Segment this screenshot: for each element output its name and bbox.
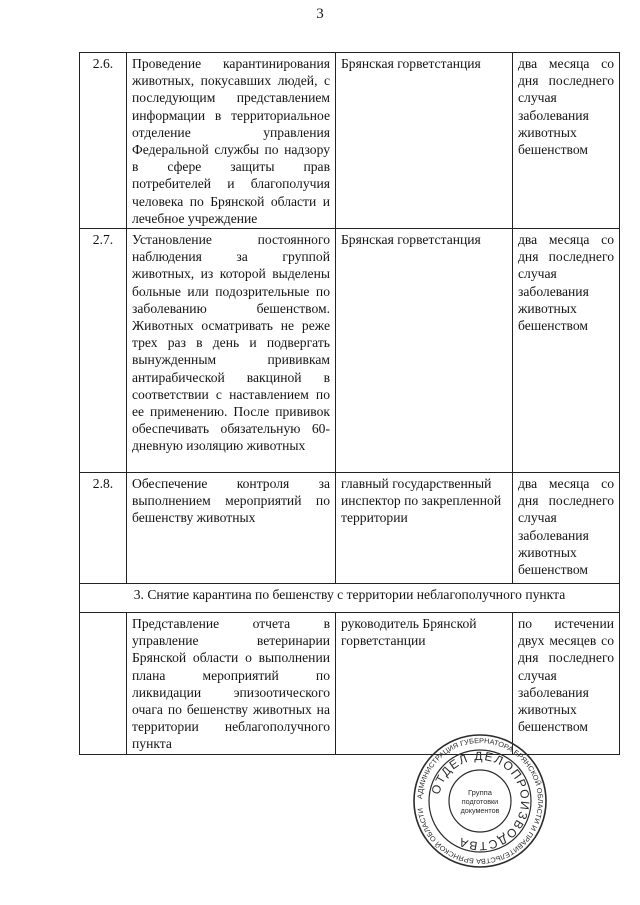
row-number: 2.7. bbox=[80, 229, 127, 473]
stamp-outer-text: АДМИНИСТРАЦИЯ ГУБЕРНАТОРА БРЯНСКОЙ ОБЛАСТИ И ПРАВИТЕЛЬСТВА БРЯНСКОЙ ОБЛАСТИ bbox=[416, 737, 544, 865]
row-number bbox=[80, 613, 127, 755]
office-stamp bbox=[412, 733, 548, 869]
row-term: два месяца со дня последнего случая заболевания животных бешенством bbox=[513, 229, 620, 473]
table-row bbox=[80, 473, 620, 584]
row-term: по истечении двух месяцев со дня последнего случая заболевания животных бешенством bbox=[513, 613, 620, 755]
section-header-row bbox=[80, 584, 620, 613]
row-action: Установление постоянного наблюдения за группой животных, из которой выделены больные или подозрительные по заболеванию бешенством. Животных осматривать не реже трех раз в день и подвергать вынужденным прививкам антирабической вакциной в соответствии с наставлением по ее применению. После прививок обеспечивать обязательную 60-дневную изоляцию животных bbox=[127, 229, 336, 473]
row-action: Обеспечение контроля за выполнением мероприятий по бешенству животных bbox=[127, 473, 336, 584]
row-responsible: руководитель Брянской горветстанции bbox=[336, 613, 513, 755]
table-row bbox=[80, 229, 620, 473]
row-responsible: Брянская горветстанция bbox=[336, 53, 513, 229]
row-responsible: Брянская горветстанция bbox=[336, 229, 513, 473]
stamp-center-line-1: Группа bbox=[467, 788, 493, 797]
row-term: два месяца со дня последнего случая заболевания животных бешенством bbox=[513, 53, 620, 229]
row-term: два месяца со дня последнего случая заболевания животных бешенством bbox=[513, 473, 620, 584]
row-number: 2.8. bbox=[80, 473, 127, 584]
row-action: Представление отчета в управление ветеринарии Брянской области о выполнении плана мероприятий по ликвидации эпизоотического очага по бешенству животных на территории неблагополучного пункта bbox=[127, 613, 336, 755]
stamp-center-line-2: подготовки bbox=[461, 797, 499, 806]
table-row bbox=[80, 53, 620, 229]
stamp-ring-text: ОТДЕЛ ДЕЛОПРОИЗВОДСТВА bbox=[428, 748, 533, 854]
section-title: 3. Снятие карантина по бешенству с территории неблагополучного пункта bbox=[80, 584, 620, 613]
stamp-center-line-3: документов bbox=[460, 806, 500, 815]
measures-table bbox=[79, 52, 620, 755]
row-action: Проведение карантинирования животных, покусавших людей, с последующим представлением информации в территориальное отделение управления Федеральной службы по надзору в сфере защиты прав потребителей и благополучия человека по Брянской области и лечебное учреждение bbox=[127, 53, 336, 229]
page-number: 3 bbox=[316, 6, 324, 22]
row-responsible: главный государственный инспектор по закрепленной территории bbox=[336, 473, 513, 584]
row-number: 2.6. bbox=[80, 53, 127, 229]
